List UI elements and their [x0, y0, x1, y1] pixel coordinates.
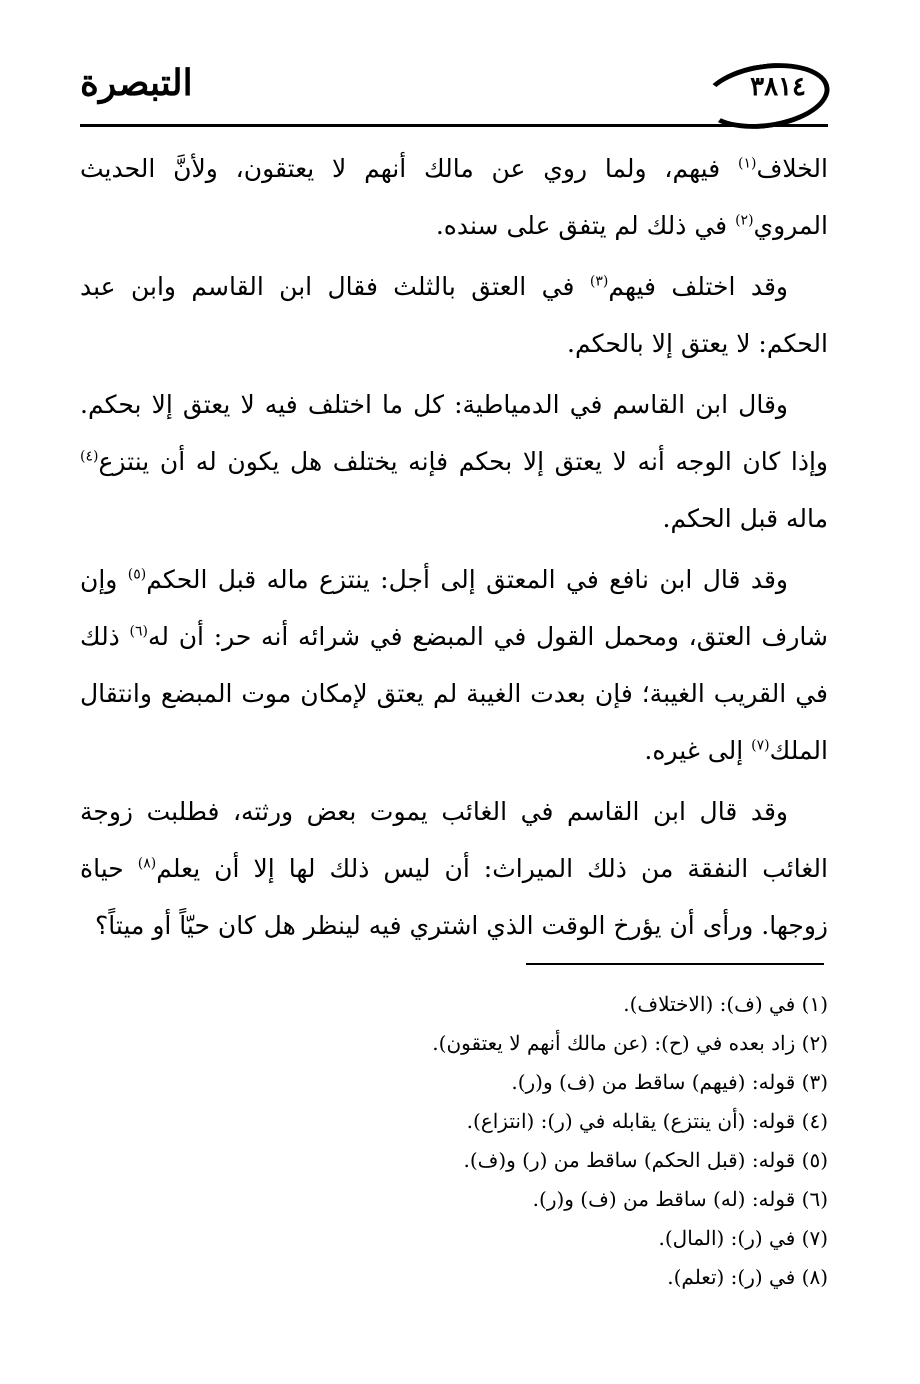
text-run: وإن شارف العتق، ومحمل القول في المبضع في شرائه أنه حر: أن له	[80, 565, 828, 651]
footnote-marker[interactable]: (٨)	[137, 855, 157, 872]
paragraph-4	[80, 551, 828, 779]
paragraph-5	[80, 783, 828, 954]
footnote-marker[interactable]: (٤)	[80, 448, 99, 465]
text-run: في العتق بالثلث فقال ابن القاسم وابن عبد الحكم: لا يعتق إلا بالحكم.	[80, 272, 828, 358]
text-run: في ذلك لم يتفق على سنده.	[435, 211, 736, 240]
text-run: إلى غيره.	[644, 736, 752, 765]
text-run: وقد قال ابن القاسم في الغائب يموت بعض ورثته، فطلبت زوجة الغائب النفقة من ذلك الميراث: أن ليس ذلك لها إلا أن يعلم	[80, 797, 828, 883]
footnote-separator	[526, 963, 824, 965]
main-text	[80, 140, 828, 958]
footnote-marker[interactable]: (٧)	[751, 737, 770, 754]
text-run: حياة زوجها. ورأى أن يؤرخ الوقت الذي اشتري فيه لينظر هل كان حيّاً أو ميتاً؟	[80, 854, 828, 940]
paragraph-3	[80, 376, 828, 547]
footnote-marker[interactable]: (٣)	[589, 273, 609, 290]
footnote-marker[interactable]: (٥)	[127, 566, 147, 583]
footnote-8: (٨) في (ر): (تعلم).	[667, 1265, 828, 1289]
footnote-1: (١) في (ف): (الاختلاف).	[623, 992, 828, 1016]
footnote-6: (٦) قوله: (له) ساقط من (ف) و(ر).	[532, 1187, 828, 1211]
text-run: وقد اختلف فيهم	[608, 272, 789, 301]
text-run: ماله قبل الحكم.	[662, 504, 828, 533]
text-run: ذلك في القريب الغيبة؛ فإن بعدت الغيبة لم يعتق لإمكان موت المبضع وانتقال الملك	[80, 622, 828, 765]
page-number: ٣٨١٤	[750, 72, 806, 102]
paragraph-1	[80, 140, 828, 254]
footnote-4: (٤) قوله: (أن ينتزع) يقابله في (ر): (انتزاع).	[466, 1109, 828, 1133]
book-title: التبصرة	[80, 62, 193, 104]
text-run: وقال ابن القاسم في الدمياطية: كل ما اختلف فيه لا يعتق إلا بحكم. وإذا كان الوجه أنه لا يعتق إلا بحكم فإنه يختلف هل يكون له أن ينتزع	[80, 390, 828, 476]
footnote-2: (٢) زاد بعده في (ح): (عن مالك أنهم لا يعتقون).	[432, 1031, 828, 1055]
header-rule	[80, 124, 828, 127]
footnote-marker[interactable]: (٢)	[735, 212, 754, 229]
text-run: فيهم، ولما روي عن مالك أنهم لا يعتقون، ولأنَّ الحديث المروي	[80, 154, 828, 240]
text-run: وقد قال ابن نافع في المعتق إلى أجل: ينتزع ماله قبل الحكم	[146, 565, 788, 594]
footnote-5: (٥) قوله: (قبل الحكم) ساقط من (ر) و(ف).	[463, 1148, 828, 1172]
text-run: الخلاف	[756, 154, 828, 183]
footnote-7: (٧) في (ر): (المال).	[658, 1226, 828, 1250]
footnote-3: (٣) قوله: (فيهم) ساقط من (ف) و(ر).	[511, 1070, 828, 1094]
page-header	[70, 52, 830, 132]
footnotes	[80, 985, 828, 1297]
footnote-marker[interactable]: (١)	[737, 155, 757, 172]
footnote-marker[interactable]: (٦)	[129, 623, 148, 640]
paragraph-2	[80, 258, 828, 372]
